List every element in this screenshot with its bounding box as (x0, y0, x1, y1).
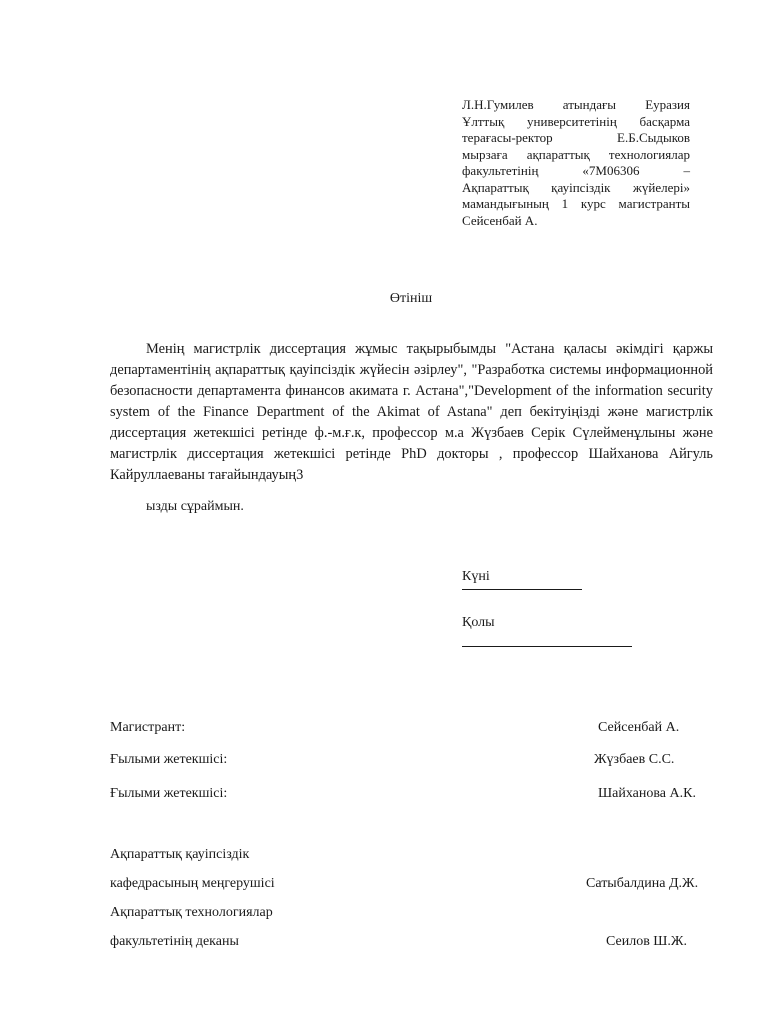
signature-label: Қолы (462, 615, 495, 630)
document-title: Өтініш (389, 291, 433, 306)
request-body-text: Менің магистрлік диссертация жұмыс тақырыбымды "Астана қаласы әкімдігі қаржы департаментінің ақпараттық қауіпсіздік жүйесін әзірлеу", "Разработка системы информационной безопасности департамента финансов акимата г. Астана","Development of the information security system of the Finance Department of the Akimat of Astana" деп бекітуіңізді және магистрлік диссертация жетекшісі ретінде ф.-м.ғ.к, профессор м.а Жүзбаев Серік Сүлейменұлыны және магистрлік диссертация жетекшісі ретінде PhD докторы , профессор Шайханова Айгуль Кайруллаевaны тағайындауың3 (110, 341, 713, 483)
addressee-line: терағасы-ректор Е.Б.Сыдыков (462, 130, 690, 145)
faculty-line-1: Ақпараттық технологиялар (110, 905, 273, 920)
department-head-name: Сатыбалдина Д.Ж. (586, 876, 699, 891)
addressee-line: Ақпараттық қауіпсіздік жүйелері» (462, 179, 690, 195)
request-body (110, 339, 713, 486)
signatory-label-student: Магистрант: (110, 720, 186, 735)
request-body-continuation: ызды сұраймын. (146, 499, 244, 514)
dean-name: Сеилов Ш.Ж. (606, 934, 687, 949)
date-line (462, 589, 582, 590)
faculty-line-2: факультетінің деканы (110, 934, 239, 949)
signatory-name-supervisor-2: Шайханова А.К. (598, 786, 696, 801)
signatory-name-supervisor-1: Жүзбаев С.С. (594, 752, 675, 767)
addressee-line: Ұлттық университетінің басқарма (462, 113, 690, 129)
department-line-2: кафедрасының меңгерушісі (110, 876, 275, 891)
addressee-line: Л.Н.Гумилев атындағы Еуразия (462, 97, 690, 112)
addressee-line: мамандығының 1 курс магистранты (462, 196, 690, 211)
addressee-line: мырзаға ақпараттық технологиялар (462, 146, 690, 162)
department-line-1: Ақпараттық қауіпсіздік (110, 847, 250, 862)
addressee-line: факультетінің «7М06306 – (462, 163, 690, 178)
addressee-block (462, 97, 690, 229)
signatory-name-student: Сейсенбай А. (598, 720, 680, 735)
signatory-label-supervisor-1: Ғылыми жетекшісі: (110, 752, 228, 767)
addressee-line: Сейсенбай А. (462, 212, 538, 228)
signatory-label-supervisor-2: Ғылыми жетекшісі: (110, 786, 228, 801)
signature-line (462, 646, 632, 647)
date-label: Күні (462, 569, 490, 584)
